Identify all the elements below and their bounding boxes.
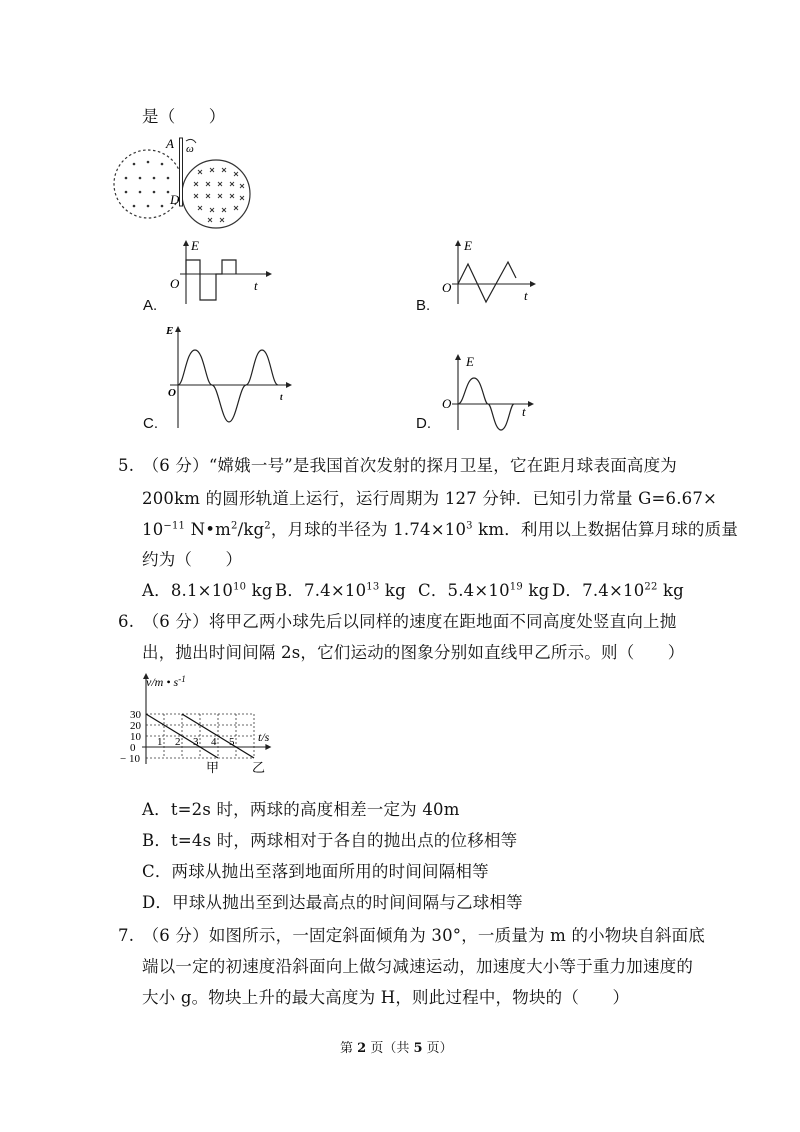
q6-choice-a: A．t=2s 时，两球的高度相差一定为 40m xyxy=(142,800,460,819)
peaked-wave-curve xyxy=(178,350,278,422)
point-a-label: A xyxy=(166,136,174,151)
series-jia-label: 甲 xyxy=(206,760,220,775)
x-tick-label: 5 xyxy=(229,736,235,748)
q6-vt-graph xyxy=(110,670,290,780)
svg-text:t: t xyxy=(280,392,283,402)
q5-line-1: 5. （6 分）“嫦娥一号”是我国首次发射的探月卫星，它在距月球表面高度为 xyxy=(118,456,678,475)
q4-option-a-label: A. xyxy=(143,297,158,314)
q4-option-a-graph xyxy=(166,236,276,308)
x-tick-label: 2 xyxy=(175,736,181,748)
q6-line-1: 6. （6 分）将甲乙两小球先后以同样的速度在距地面不同高度处竖直向上抛 xyxy=(118,612,677,631)
cross-field-marks xyxy=(194,168,244,222)
q4-option-c-label: C. xyxy=(143,415,158,432)
svg-text:E: E xyxy=(464,238,472,253)
svg-text:O: O xyxy=(442,280,452,295)
series-yi-label: 乙 xyxy=(252,760,266,775)
dot-field-marks xyxy=(125,161,170,208)
omega-label: ω xyxy=(186,143,194,155)
tick-labels xyxy=(120,709,235,765)
q4-stem-tail: 是（ ） xyxy=(142,107,226,126)
q4-option-d-graph xyxy=(436,350,548,432)
q6-choice-c: C．两球从抛出至落到地面所用的时间间隔相等 xyxy=(142,862,489,881)
y-tick-label: 30 xyxy=(130,709,141,721)
q5-line-3: $10^{-11}$ $N•m^2/kg^2$，月球的半径为 $1.74\times 10^3$ km．利用以上数据估算月球的质量 xyxy=(142,520,739,539)
y-axis-label: v/m • $s^{-1}$ xyxy=(146,674,186,689)
q4-option-b-label: B. xyxy=(416,297,431,314)
right-field-region xyxy=(182,160,250,228)
q4-option-b-graph xyxy=(438,236,548,308)
point-d-label: D xyxy=(170,192,180,207)
q6-line-2: 出，抛出时间间隔 2s，它们运动的图象分别如直线甲乙所示。则（ ） xyxy=(142,643,685,662)
q7-line-3: 大小 g。物块上升的最大高度为 H，则此过程中，物块的（ ） xyxy=(142,988,630,1007)
q5-choice-d: D．$7.4\times 10^{22}$ kg xyxy=(552,581,684,600)
q5-choice-c: C．$5.4\times 10^{19}$ kg xyxy=(418,581,550,600)
x-tick-label: 1 xyxy=(157,736,163,748)
q7-line-1: 7. （6 分）如图所示，一固定斜面倾角为 30°，一质量为 m 的小物块自斜面底 xyxy=(118,926,706,945)
x-axis-label: t/s xyxy=(258,730,270,744)
left-field-region xyxy=(114,150,182,218)
x-tick-label: 4 xyxy=(211,736,217,748)
triangle-wave-curve xyxy=(458,262,516,302)
y-tick-label: 20 xyxy=(130,720,141,732)
page-footer: 第 2 页（共 5 页） xyxy=(340,1041,453,1056)
svg-text:O: O xyxy=(170,276,180,291)
q5-line-2: 200km 的圆形轨道上运行，运行周期为 127 分钟．已知引力常量 G=6.67× xyxy=(142,489,718,508)
svg-text:E: E xyxy=(166,325,174,337)
square-wave-curve xyxy=(186,260,236,300)
svg-text:E: E xyxy=(466,354,474,369)
x-axis-arrow-icon xyxy=(265,744,271,750)
y-tick-label: 10 xyxy=(130,731,141,743)
q7-line-2: 端以一定的初速度沿斜面向上做匀减速运动，加速度大小等于重力加速度的 xyxy=(142,957,694,976)
q4-field-figure xyxy=(112,132,252,242)
q4-option-c-graph xyxy=(162,322,298,432)
y-tick-label: 0 xyxy=(130,742,136,754)
q5-choice-b: B．$7.4\times 10^{13}$ kg xyxy=(275,581,406,600)
q6-choice-d: D．甲球从抛出至到达最高点的时间间隔与乙球相等 xyxy=(142,893,523,912)
svg-text:t: t xyxy=(254,278,258,293)
svg-text:O: O xyxy=(442,396,452,411)
svg-text:E: E xyxy=(191,238,199,253)
svg-text:O: O xyxy=(168,387,176,399)
q4-option-d-label: D. xyxy=(416,415,431,432)
svg-text:t: t xyxy=(522,404,526,419)
q5-choice-a: A．$8.1\times 10^{10}$ kg xyxy=(142,581,273,600)
x-tick-label: 3 xyxy=(193,736,199,748)
q6-choice-b: B．t=4s 时，两球相对于各自的抛出点的位移相等 xyxy=(142,831,518,850)
y-tick-label: − 10 xyxy=(120,753,140,765)
svg-text:t: t xyxy=(524,288,528,303)
q5-line-4: 约为（ ） xyxy=(142,550,243,569)
